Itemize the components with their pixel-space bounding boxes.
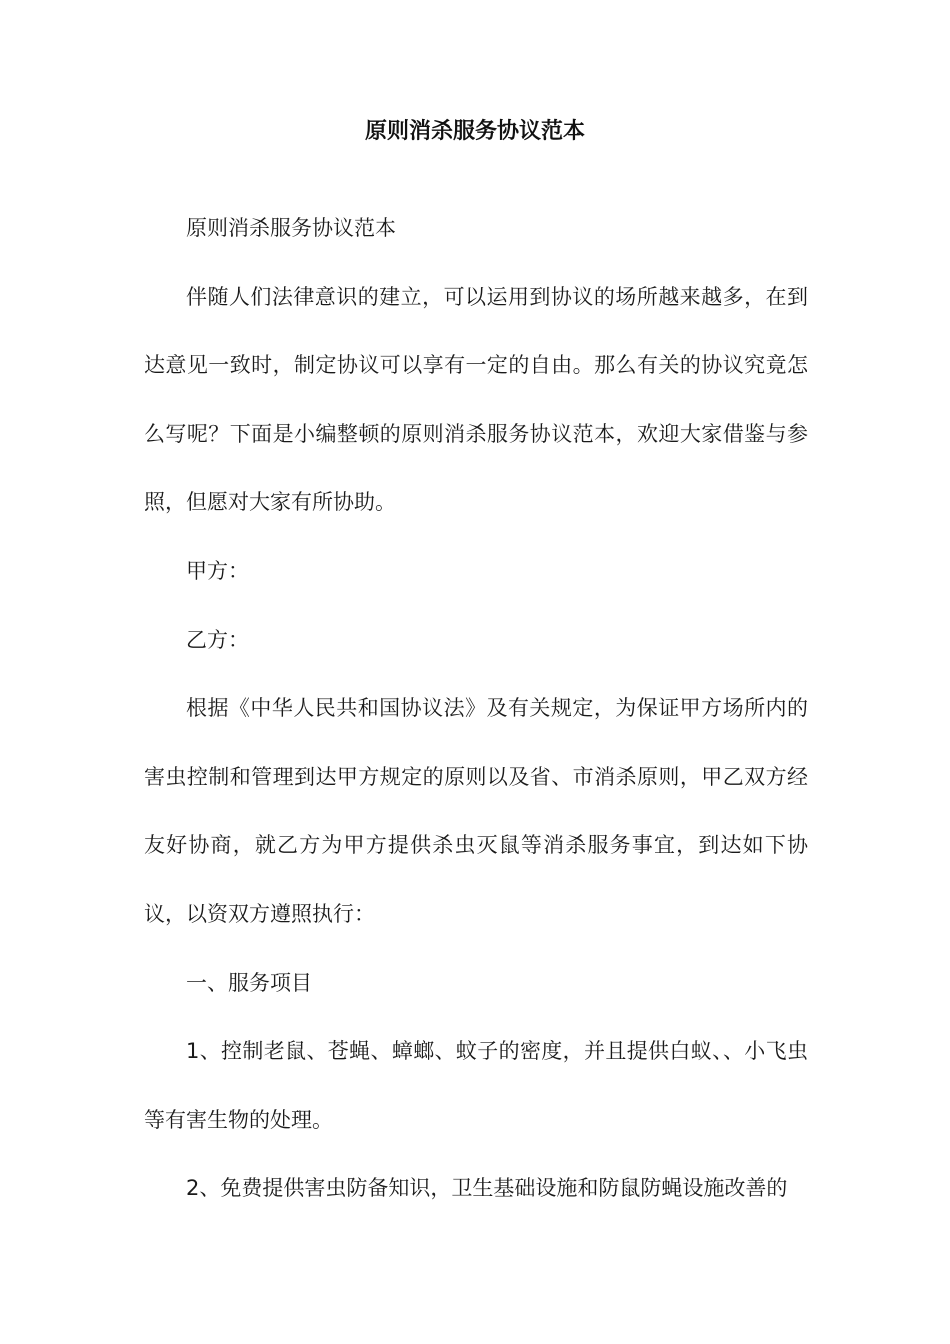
paragraph-intro: 伴随人们法律意识的建立，可以运用到协议的场所越来越多，在到达意见一致时，制定协议可以享有一定的自由。那么有关的协议究竟怎么写呢？下面是小编整顿的原则消杀服务协议范本，欢迎大家借鉴与参照，但愿对大家有所协助。 [144,284,808,515]
paragraph-basis: 根据《中华人民共和国协议法》及有关规定，为保证甲方场所内的害虫控制和管理到达甲方规定的原则以及省、市消杀原则，甲乙双方经友好协商，就乙方为甲方提供杀虫灭鼠等消杀服务事宜，到达如下协议，以资双方遵照执行： [144,696,808,926]
paragraph-subtitle: 原则消杀服务协议范本 [186,216,396,240]
list-item-2: 2、免费提供害虫防备知识，卫生基础设施和防鼠防蝇设施改善的 [186,1176,788,1201]
list-item-1: 1、控制老鼠、苍蝇、蟑螂、蚊子的密度，并且提供白蚁、、小飞虫等有害生物的处理。 [144,1039,808,1132]
document-body [144,194,808,1223]
section-heading-service-items: 一、服务项目 [186,970,312,995]
document-title: 原则消杀服务协议范本 [364,119,585,144]
paragraph-party-b: 乙方： [186,627,249,652]
paragraph-party-a: 甲方： [186,558,249,583]
